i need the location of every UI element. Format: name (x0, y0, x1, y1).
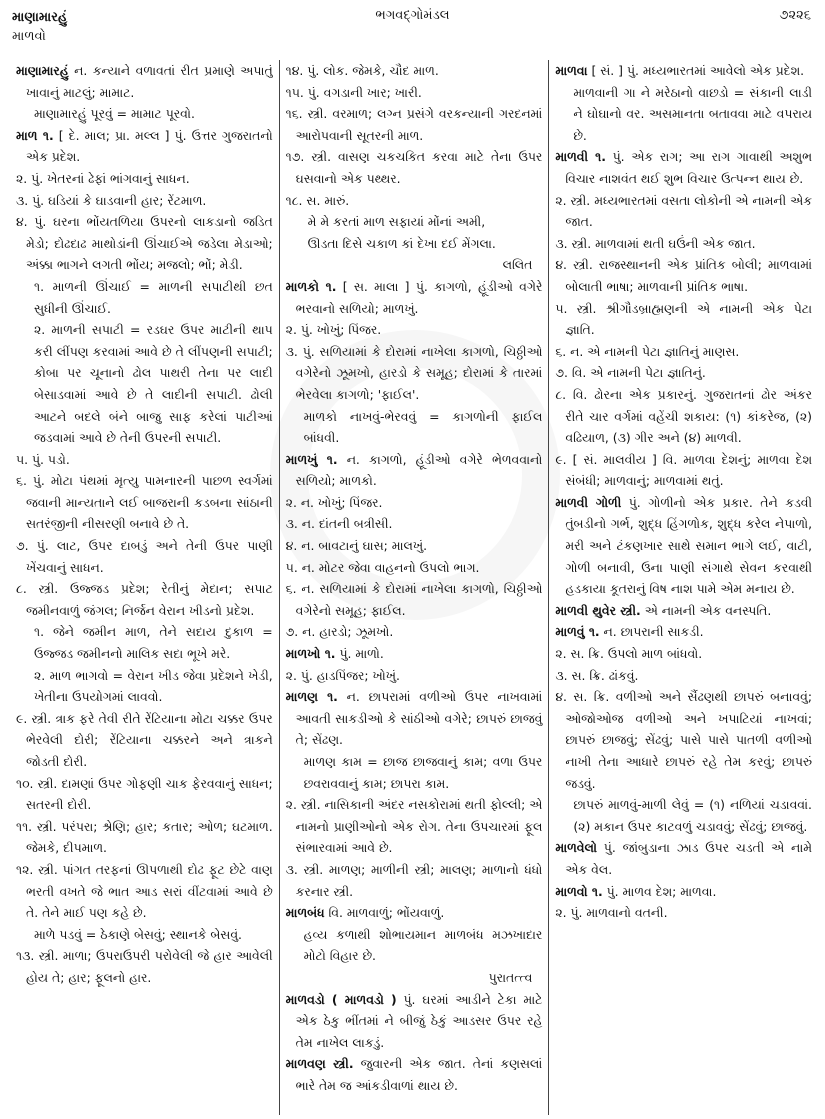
dictionary-entry (286, 686, 543, 751)
sense-item (286, 190, 543, 212)
sense-item (16, 816, 273, 859)
headword: માળવણ સ્ત્રી. (285, 1056, 354, 1072)
entry-text: ૨. પું. ખોખું; પિંજર. (285, 322, 382, 338)
sense-item (555, 233, 812, 255)
sense-item (555, 254, 812, 297)
entry-text: ન. છાપરાની સાકડી. (599, 624, 704, 640)
entry-text: ૭. પું. લાટ, ઉપર દાબડું અને તેની ઉપર પાણી ખેંચવાનું સાધન. (16, 538, 273, 575)
entry-text: ૨. સ. ક્રિ. ઉપલો માળ બાંધવો. (555, 646, 703, 662)
dictionary-entry (286, 276, 543, 319)
entry-text: ૧૫. પું. વગડાની ખાર; ખારી. (285, 84, 422, 100)
sense-item (286, 794, 543, 859)
entry-text: પું. જાંબુડાના ઝાડ ઉપર ચડતી એ નામે એક વેલ. (565, 840, 813, 877)
sense-item (286, 665, 543, 687)
headword: માળવડો ( માળવડો ) (285, 991, 397, 1007)
headword: માળ ૧. (16, 127, 54, 143)
sense-item (16, 945, 273, 988)
entry-text: ૧૪. પું. લોક. જેમકે, ચૌદ માળ. (285, 63, 439, 78)
usage-example (555, 82, 812, 147)
entry-text: ૯. [ સં. માલવીય ] વિ. માળવા દેશનું; માળવા દેશ સંબંધી; માળવાનું; માળવામાં થતું. (555, 451, 813, 489)
entry-text: જુવારની એક જાત. તેનાં કણસલાં ભારે તેમ જ આંકડીવાળાં થાય છે. (295, 1056, 543, 1093)
entry-text: ૧૩. સ્ત્રી. માળા; ઉપરાઉપરી પરોવેલી જે હાર આવેલી હોય તે; હાર; ફૂલનો હાર. (16, 948, 273, 985)
headword: માળવેલો (555, 840, 597, 856)
dictionary-entry (555, 837, 812, 880)
entry-text: ૧૧. સ્ત્રી. પરંપરા; શ્રેણિ; હાર; કતાર; ઓળ; ઘટમાળ. જેમકે, દીપમાળ. (16, 818, 273, 856)
entry-text: ૫. પું. પડો. (16, 451, 70, 467)
entry-text: ન. કન્યાને વળાવતાં રીત પ્રમાણે અપાતું ખાવાનું માટલું; મામાટ. (26, 63, 273, 100)
entry-text: ૪. ન. બાવટાનું ઘાસ; માલખું. (285, 538, 428, 554)
sense-item (555, 449, 812, 492)
entry-text: ૮. વિ. ઢોરના એક પ્રકારનું. ગુજરાતનાં ઢોર અંકર રીતે ચાર વર્ગમાં વહેંચી શકાય: (૧) કાંકરેજ, (૨) વઢિયાળ, (૩) ગીર અને (૪) માળવી. (555, 386, 813, 446)
usage-example (16, 924, 273, 946)
sense-item (16, 859, 273, 924)
headword: માળખો ૧. (285, 646, 336, 662)
sense-item (286, 103, 543, 146)
entry-text: ૬. ન. સળિયામાં કે દોરામાં નાખેલા કાગળો, ચિઠ્ઠીઓ વગેરેનો સમૂહ; ફાઈલ. (285, 581, 543, 618)
dictionary-entry (555, 621, 812, 643)
entry-text: ૮. સ્ત્રી. ઉજ્જડ પ્રદેશ; રેતીનું મેદાન; સપાટ જમીનવાળું જંગલ; નિર્જન વેરાન ખીડનો પ્રદેશ. (16, 581, 273, 618)
entry-text: માળણ કામ = છાજ છાજવાનું કામ; વળા ઉપર છવરાવવાનું કામ; છાપરા કામ. (303, 754, 543, 791)
sense-item (286, 535, 543, 557)
entry-text: ૫. ન. મોટર જેવા વાહનનો ઉપલો ભાગ. (285, 559, 480, 575)
sense-item (555, 665, 812, 687)
entry-text: મે મે કરતાં માળ સફાયાં મોંનાં અમી, ઊડતા દિસે ચકાળ કાં દેખા દઈ મેંગલા. (307, 214, 496, 251)
source-attribution: લલિત (502, 257, 533, 273)
sense-item (16, 168, 273, 190)
sense-item (16, 470, 273, 535)
sense-item (286, 146, 543, 189)
headword: માળવો ૧. (555, 883, 603, 899)
entry-text: ૬. ન. એ નામની પેટા જ્ઞાતિનું માણસ. (555, 343, 740, 359)
usage-example (286, 751, 543, 794)
book-title: ભગવદ્ગોમંડલ (375, 8, 450, 23)
sense-item (16, 190, 273, 212)
dictionary-entry (555, 146, 812, 189)
headword: માળવી ગોળી (555, 494, 622, 510)
sense-item (286, 578, 543, 621)
sense-item (286, 82, 543, 104)
sense-item (286, 621, 543, 643)
entry-text: ૭. ન. હારડો; ઝૂમખો. (285, 624, 394, 640)
column-1 (10, 60, 279, 1115)
sense-item (555, 686, 812, 794)
entry-text: વિ. માળવાળું; ભોંયવાળું. (324, 905, 445, 921)
sense-item (555, 341, 812, 363)
sense-item (286, 557, 543, 579)
dictionary-entry (555, 492, 812, 600)
dictionary-columns (10, 60, 818, 1115)
headword: માળવી થુવેર સ્ત્રી. (555, 602, 641, 618)
sense-item (555, 643, 812, 665)
sense-item (286, 319, 543, 341)
entry-text: ૨. ન. ખોખું; પિંજર. (285, 494, 383, 510)
column-2 (279, 60, 549, 1115)
entry-text: ૨. માળ ભાગવો = વેરાન ખીડ જેવા પ્રદેશને ખેડી, ખેતીના ઉપયોગમાં લાવવો. (34, 667, 273, 705)
last-guide-word: માળવો (12, 29, 46, 44)
sense-item (286, 492, 543, 514)
sense-item (286, 60, 543, 82)
entry-text: ૨. પું. ખેતરનાં ઢેફાં ભાંગવાનું સાધન. (16, 170, 190, 186)
entry-text: પું. માળવ દેશ; માળવા. (602, 883, 717, 899)
headword: માણામારહું (16, 63, 69, 78)
entry-text: માણામારહું પૂરવું = મામાટ પૂરવો. (34, 106, 195, 122)
usage-example (16, 276, 273, 319)
sense-item (555, 190, 812, 233)
headword: માળકો ૧. (285, 278, 337, 294)
entry-text: ૨. સ્ત્રી. મધ્યભારતમાં વસતા લોકોની એ નામની એક જાત. (555, 192, 813, 230)
entry-text: [ દે. માલ; પ્રા. મલ્લ ] પું. ઉત્તર ગુજરાતનો એક પ્રદેશ. (26, 127, 273, 165)
dictionary-entry (555, 881, 812, 903)
sense-item (16, 578, 273, 621)
entry-text: માળવાની ગા ને મરેઠાનો વાછડો = સંકાની લાડી ને ઘોઘાનો વર. અસમાનતા બતાવવા માટે વપરાય છે. (573, 84, 813, 143)
entry-text: છાપરું માળવું-માળી લેવું = (૧) નળિયાં ચડાવવાં. (૨) મકાન ઉપર કાટવળું ચડાવવું; સેંઢવું; છાજવું. (573, 797, 813, 834)
entry-text: ૩. સ્ત્રી. માળણ; માળીની સ્ત્રી; માલણ; માળાનો ધંધો કરનાર સ્ત્રી. (285, 861, 543, 899)
entry-text: ૨. પું. હાડપિંજર; ખોખું. (285, 667, 400, 683)
sense-item (16, 773, 273, 816)
entry-text: ૨. સ્ત્રી. નાસિકાની અંદર નસકોરામાં થતી ફોલ્લી; એ નામનો પ્રાણીઓનો એક રોગ. તેના ઉપચારમાં ફૂલ સંભારવામાં આવે છે. (285, 797, 543, 856)
entry-text: ૧૬. સ્ત્રી. વરમાળ; લગ્ન પ્રસંગે વરકન્યાની ગરદનમાં આરોપવાની સૂતરની માળ. (285, 106, 543, 143)
quotation (286, 211, 543, 276)
dictionary-entry (16, 125, 273, 168)
entry-text: ૧. જેને જમીન માળ, તેને સદાય દુકાળ = ઉજ્જડ જમીનનો માલિક સદા ભૂખે મરે. (34, 624, 273, 662)
sense-item (286, 859, 543, 902)
usage-example (16, 103, 273, 125)
entry-text: ન. કાગળો, હૂંડીઓ વગેરે ભેળવવાનો સળિયો; માળકો. (295, 451, 543, 489)
headword: માળવું ૧. (555, 624, 600, 640)
dictionary-entry (286, 902, 543, 924)
sense-item (16, 708, 273, 773)
usage-example (286, 924, 543, 989)
entry-text: માળે પડવું = ઠેકાણે બેસવું; સ્થાનકે બેસવું. (34, 926, 243, 942)
headword: માળણ ૧. (285, 689, 338, 705)
sense-item (16, 535, 273, 578)
entry-text: ૭. વિ. એ નામની પેટા જ્ઞાતિનું. (555, 365, 706, 381)
sense-item (555, 384, 812, 449)
entry-text: એ નામની એક વનસ્પતિ. (640, 602, 772, 618)
entry-text: પું. ગોળીનો એક પ્રકાર. તેને કડવી તુંબડીનો ગર્ભ, શુદ્ધ હિંગળોક, શુદ્ધ કરેલ નેપાળો, મરી અને ટંકણખાર સાથે સમાન ભાગે લઈ, વાટી, ગોળી બનાવી, ઉના પાણી સંગાથે સેવન કરવાથી હડકાયા કૂતરાનું વિષ નાશ પામે એમ મનાય છે. (565, 494, 813, 597)
dictionary-entry (555, 600, 812, 622)
entry-text: ૪. સ્ત્રી. રાજસ્થાનની એક પ્રાંતિક બોલી; માળવામાં બોલાતી ભાષા; માળવાની પ્રાંતિક ભાષા. (555, 257, 813, 294)
entry-text: ૩. ન. દાંતની બત્રીસી. (285, 516, 393, 532)
entry-text: હવ્ય કળાથી શોભાયમાન માળબંધ મઝખાદાર મોટો વિહાર છે. (303, 926, 543, 964)
dictionary-entry (286, 449, 543, 492)
usage-example (555, 794, 812, 837)
entry-text: ૩. પું. સળિયામાં કે દોરામાં નાખેલા કાગળો, ચિઠ્ઠીઓ વગેરેનો ઝૂમખો, હારડો કે સમૂહ; દોરામાં કે તારમાં ભેરવેલા કાગળો; 'ફાઈલ'. (285, 343, 543, 402)
headword: માળબંધ (285, 905, 325, 921)
entry-text: ૪. સ. ક્રિ. વળીઓ અને સૈંઢણથી છાપરું બનાવવું; ઓજોઓજ વળીઓ અને ખપાટિયાં નાખવાં; છાપરું છાજવું; સેંઢવું; પાસે પાસે પાતળી વળીઓ નાખી તેના આધારે છાપરું રહે તેમ કરવું; છાપરું જડવું. (555, 689, 813, 791)
sense-item (286, 513, 543, 535)
dictionary-entry (286, 989, 543, 1054)
dictionary-entry (286, 643, 543, 665)
entry-text: ૯. સ્ત્રી. ત્રાક ફરે તેવી રીતે રેંટિયાના મોટા ચક્કર ઉપર ભેરવેલી દોરી; રેંટિયાના ચક્કરને અને ત્રાકને જોડતી દોરી. (16, 710, 273, 769)
sense-item (555, 902, 812, 924)
sense-item (16, 211, 273, 276)
sense-item (16, 449, 273, 471)
entry-text: [ સ. માલા ] પું. કાગળો, હૂંડીઓ વગેરે ભરવાનો સળિયો; માળખું. (295, 278, 543, 316)
entry-text: ૬. પું. મોટા પંથમાં મૃત્યુ પામનારની પાછળ સ્વર્ગમાં જવાની માન્યતાને લઈ બાજરાની કડબના સાંઠાની સતરંજીની નીસરણી બનાવે છે તે. (16, 473, 273, 532)
sense-item (286, 341, 543, 406)
first-guide-word: માણામારહું (12, 10, 68, 25)
entry-text: ૩. સ્ત્રી. માળવામાં થતી ઘઉંની એક જાત. (555, 235, 756, 251)
entry-text: પું. એક રાગ; આ રાગ ગાવાથી અશુભ વિચાર નાશવંત થઈ શુભ વિચાર ઉત્પન્ન થાય છે. (565, 149, 813, 186)
headword: માળખું ૧. (285, 451, 338, 467)
page-header (0, 8, 825, 48)
dictionary-entry (555, 60, 812, 82)
entry-text: ૩. પું. ઘડિયાં કે ઘાડવાની હાર; રેંટમાળ. (16, 192, 207, 208)
entry-text: ન. છાપરામાં વળીઓ ઉપર નાખવામાં આવતી સાકડીઓ કે સાંઠીઓ વગેરે; છાપરું છાજવું તે; સેંઢણ. (295, 689, 543, 748)
entry-text: [ સં. ] પું. મધ્યભારતમાં આવેલો એક પ્રદેશ. (587, 63, 805, 78)
sense-item (555, 362, 812, 384)
page-number: ૭૨૨૬ (779, 8, 811, 23)
sense-item (555, 298, 812, 341)
entry-text: ૧૮. સ. મારું. (285, 192, 350, 208)
entry-text: ૧. માળની ઊંચાઈ = માળની સપાટીથી છત સુધીની ઊંચાઈ. (34, 278, 273, 316)
dictionary-entry (16, 60, 273, 103)
entry-text: પું. ઘરમાં આડીને ટેકા માટે એક ઠેકુ ભીંતમાં ને બીજું ઠેકું આડસર ઉપર રહે તેમ નાખેલ લાકડું. (295, 991, 543, 1050)
headword: માળવી ૧. (555, 149, 606, 165)
entry-text: માળકો નાખવું-ભેરવવું = કાગળોની ફાઈલ બાંધવી. (303, 408, 543, 446)
usage-example (16, 621, 273, 664)
entry-text: પું. માળો. (335, 646, 384, 662)
entry-text: ૧૭. સ્ત્રી. વાસણ ચકચકિત કરવા માટે તેના ઉપર ઘસવાનો એક પથ્થર. (285, 149, 543, 186)
usage-example (16, 665, 273, 708)
entry-text: ૪. પું. ઘરના ભોંયતળિયા ઉપરનો લાકડાનો જડિત મેડો; દોઢદાઢ માથોડાંની ઊંચાઈએ જડેલા મેડાઓ; અંક્કા ભાગને લગતી ભોંય; મજલો; ભોં; મેડી. (16, 214, 273, 273)
dictionary-entry (286, 1053, 543, 1096)
entry-text: ૫. સ્ત્રી. શ્રીગૌડબ્રાહ્મણની એ નામની એક પેટા જ્ઞાતિ. (555, 300, 813, 338)
headword: માળવા (555, 63, 588, 78)
entry-text: ૨. પું. માળવાનો વતની. (555, 905, 668, 921)
usage-example (286, 406, 543, 449)
column-3 (548, 60, 818, 1115)
usage-example (16, 319, 273, 449)
entry-text: ૧૦. સ્ત્રી. દામણાં ઉપર ગોફણી ચાક ફેરવવાનું સાધન; સતરની દોરી. (16, 775, 273, 813)
entry-text: ૨. માળની સપાટી = રડઘર ઉપર માટીની થાપ કરી લીંપણ કરવામાં આવે છે તે લીંપણની સપાટી; કોબા પર ચૂનાનો ઢોલ પાથરી તેના પર લાદી બેસાડવામાં આવે છે તે લાદીની સપાટી. ઢોલી આટને બદલે બંને બાજુ સાફ કરેલાં પાટીઆં જડવામાં આવે છે તેની ઉપરની સપાટી. (34, 322, 273, 446)
entry-text: ૩. સ. ક્રિ. ઢાંકવું. (555, 667, 639, 683)
entry-text: ૧૨. સ્ત્રી. પાંગત તરફનાં ઊપળાથી દોઢ ફૂટ છેટે વાણ ભરતી વખતે જે ભાત આડ સરાં વીંટવામાં આવે છે તે. તેને માઈ પણ કહે છે. (16, 861, 273, 921)
source-attribution: પુરાતત્ત્વ (488, 969, 533, 985)
